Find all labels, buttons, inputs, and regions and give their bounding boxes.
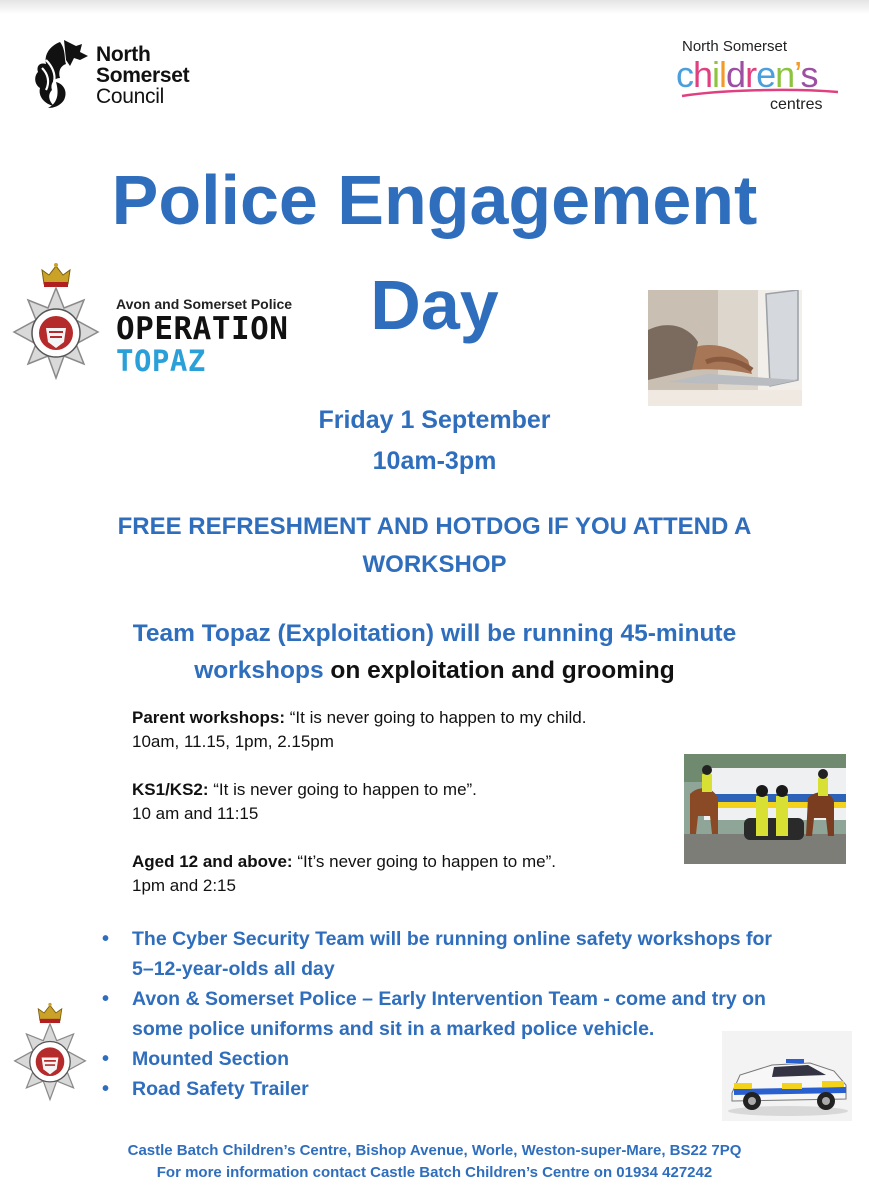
event-time: 10am-3pm: [372, 447, 497, 475]
title-line2: Day: [370, 266, 499, 344]
workshop-label: Aged 12 and above:: [132, 852, 293, 871]
cc-wordmark-letter: i: [712, 54, 720, 95]
cc-wordmark-letter: n: [775, 54, 795, 95]
cc-wordmark-letter: d: [726, 54, 746, 95]
workshop-quote: “It is never going to happen to me”.: [208, 780, 477, 799]
police-badge: [11, 1002, 89, 1113]
list-item-line1: Road Safety Trailer: [132, 1078, 309, 1100]
list-item: • The Cyber Security Team will be running online safety workshops for 5–12-year-olds all day: [102, 928, 773, 980]
council-griffin-icon: [30, 38, 94, 110]
cc-wordmark-letter: h: [693, 54, 713, 95]
workshop-times: 10 am and 11:15: [132, 804, 259, 823]
cc-wordmark-letter: e: [756, 54, 776, 95]
workshop-label: KS1/KS2:: [132, 780, 209, 799]
list-item: • Mounted Section: [102, 1048, 290, 1070]
footer-contact: For more information contact Castle Batch Children’s Centre on 01934 427242: [156, 1164, 713, 1181]
top-shadow: [0, 0, 869, 14]
team-topaz-line2: [0, 657, 869, 685]
police-badge-icon: [10, 262, 102, 388]
operation-name: TOPAZ: [116, 344, 206, 378]
cc-wordmark-letter: ’: [794, 54, 801, 95]
council-name-line2: Somerset: [96, 64, 190, 87]
list-item-line1: Mounted Section: [132, 1048, 290, 1070]
free-refreshment-line1: FREE REFRESHMENT AND HOTDOG IF YOU ATTEND A: [117, 513, 752, 540]
council-logo: [30, 38, 220, 110]
activities-list: [96, 924, 796, 1104]
list-item-line1: The Cyber Security Team will be running online safety workshops for: [132, 928, 773, 950]
workshop-item: [132, 706, 587, 754]
cc-logo-top: North Somerset: [682, 38, 788, 55]
operation-sub: Avon and Somerset Police: [116, 296, 293, 312]
list-item-line2: 5–12-year-olds all day: [132, 958, 335, 980]
police-badge: [10, 262, 102, 393]
police-badge-icon: [11, 1002, 89, 1108]
workshop-quote: “It is never going to happen to my child.: [285, 708, 587, 727]
cc-wordmark-letter: r: [745, 54, 757, 95]
mounted-police-photo: [684, 754, 846, 864]
council-name-line3: Council: [96, 85, 164, 108]
operation-topaz-logo: [116, 296, 292, 376]
operation-main: OPERATION: [116, 311, 289, 347]
police-car-photo: [722, 1031, 852, 1121]
team-topaz-topic: on exploitation and grooming: [323, 657, 675, 684]
list-item-line1: Avon & Somerset Police – Early Intervention Team - come and try on: [132, 988, 766, 1010]
team-topaz-line1: Team Topaz (Exploitation) will be running 45-minute: [132, 620, 737, 647]
workshop-item: [132, 850, 556, 898]
workshop-times: 1pm and 2:15: [132, 876, 236, 895]
footer-address: Castle Batch Children’s Centre, Bishop Avenue, Worle, Weston-super-Mare, BS22 7PQ: [127, 1142, 742, 1159]
workshop-label: Parent workshops:: [132, 708, 286, 727]
list-item-line2: some police uniforms and sit in a marked police vehicle.: [132, 1018, 655, 1040]
laptop-photo: [648, 290, 802, 406]
cc-logo-bottom: centres: [770, 96, 823, 113]
workshop-item: [132, 778, 477, 826]
free-refreshment-line2: WORKSHOP: [362, 551, 507, 578]
event-date: Friday 1 September: [318, 406, 551, 434]
list-item: • Road Safety Trailer: [102, 1078, 309, 1100]
workshop-quote: “It’s never going to happen to me”.: [292, 852, 556, 871]
childrens-centres-logo: [676, 38, 850, 116]
title-line1: Police Engagement: [111, 161, 758, 239]
cc-wordmark-letter: s: [800, 54, 818, 95]
cc-wordmark-letter: l: [719, 54, 727, 95]
workshop-times: 10am, 11.15, 1pm, 2.15pm: [132, 732, 334, 751]
team-topaz-workshops: workshops: [194, 657, 324, 684]
council-name-line1: North: [96, 43, 151, 66]
list-item: • Avon & Somerset Police – Early Intervention Team - come and try on some police uniforms and sit in a marked police vehicle.: [102, 988, 766, 1040]
cc-wordmark-letter: c: [676, 54, 693, 95]
